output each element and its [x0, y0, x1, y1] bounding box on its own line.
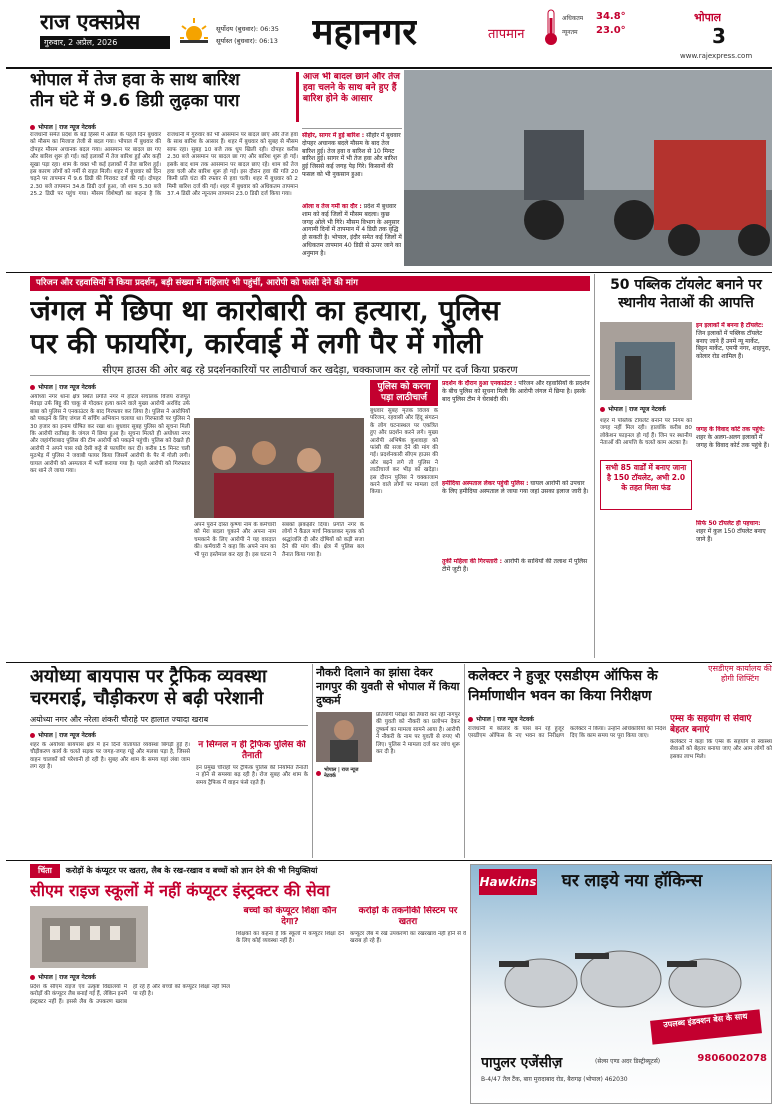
max-temp: 34.8°	[596, 11, 626, 22]
story2-col2: अपने पुराने दोस्त कृष्णा नाम के कर्मचारी को मेरा बदला चुकाने और अपना नाम चमकाने के लिए आरोपी ने यह वारदात की। कर्मचारी ने कहा कि अपने नाम का भी पूरा इस्तेमाल कर रहा है। इस घटना ने सबको झकझोर दिया। प्रगति नगर के लोगों ने कैंडल मार्च निकालकर मृतक को श्रद्धांजलि दी और दोषियों को कड़ी सजा देने की मांग की। क्षेत्र में पुलिस बल तैनात किया गया है।	[194, 522, 364, 558]
masthead	[6, 4, 772, 66]
story6-body: राजधानी में कोलार के पास बन रहे हुजूर एसडीएम ऑफिस के नए भवन का निरीक्षण कलेक्टर ने किया। उन्होंने अधिकारियों को निर्देश दिए कि काम समय पर पूरा किया जाए।	[468, 726, 666, 740]
min-label: न्यूनतम	[562, 29, 578, 36]
sunrise: सूर्योदय (बुधवार): 06:35	[216, 25, 279, 33]
story5-photo	[316, 712, 372, 762]
story5-headline: नौकरी दिलाने का झांसा देकर नागपुर की युवती से भोपाल में किया दुष्कर्म	[316, 666, 460, 707]
story6-side: एसडीएम कार्यालय की होगी शिफ्टिंग	[708, 664, 772, 683]
issue-date: गुरुवार, 2 अप्रैल, 2026	[40, 36, 170, 49]
caption-text: बुधवार सुबह मृतक विजय के परिजन, रहवासी और हिंदू संगठन के लोग घटनास्थल पर एकत्रित हुए और प्रदर्शन करने लगे। मुख्य आरोपी अभिषेक कुशवाहा को फांसी की सजा देने की मांग की गई। प्रदर्शनकारी सीएम हाउस की ओर बढ़ने लगे तो पुलिस ने लाठीचार्ज कर भीड़ को खदेड़ा। इस दौरान पुलिस ने चक्काजाम करने वाले लोगों पर मामला दर्ज किया।	[370, 408, 438, 496]
story1-bullets: सीहोर, सागर में हुई बारिश : सीहोर में बुधवार दोपहर अचानक बदले मौसम के बाद तेज बारिश हुई। तेज हवा व बारिश से 10 मिनट बारिश हुई। सागर में भी तेज हवा और बारिश हुई जिससे कई जगह पेड़ गिरे। किसानों की फसल को भी नुकसान हुआ। ओला व तेज गर्मी का दौर : प्रदेश में बुधवार शाम को कई जिलों में मौसम बदला। कुछ जगह ओले भी गिरे। मौसम विभाग के अनुसार आगामी दिनों में तापमान में 4 डिग्री तक वृद्धि हो सकती है। भोपाल, इंदौर समेत कई जिलों में अधिकतम तापमान 40 डिग्री से ऊपर जाने का अनुमान है।	[302, 128, 402, 264]
story4-byline: भोपाल | राज न्यूज नेटवर्क	[30, 728, 150, 742]
story4-subhead: अयोध्या नगर और नरेला शंकरी चौराहे पर हालात ज्यादा खराब	[30, 714, 308, 726]
story2-col3: प्रदर्शन के दौरान हुआ एनकाउंटर : परिजन और रहवासियों के प्रदर्शन के बीच पुलिस को सूचना मिली कि आरोपी जंगल में छिपा है। इसके बाद पुलिस टीम ने घेराबंदी की। हमीदिया अस्पताल लेकर पहुंची पुलिस : घायल आरोपी को उपचार के लिए हमीदिया अस्पताल ले जाया गया जहां उसका इलाज जारी है। तुर्की महिला की गिरफ्तारी : आरोपी के साथियों की तलाश में पुलिस टीमें जुटी हैं।	[442, 380, 590, 573]
dealer-sub: (सेल्स एण्ड अदर डिस्ट्रीब्यूटर्स)	[595, 1058, 661, 1065]
story3-box: सभी 85 वार्डों में बनाए जाना है 150 टॉयलेट, अभी 2.0 के तहत मिला फंड	[600, 460, 692, 510]
story2-headline: जंगल में छिपा था कारोबारी का हत्यारा, पुलिस पर की फायरिंग, कार्रवाई में लगी पैर में गोली	[30, 294, 500, 360]
temp-label: तापमान	[488, 27, 525, 42]
story2-subhead: सीएम हाउस की ओर बढ़ रहे प्रदर्शनकारियों पर लाठीचार्ज कर खदेड़ा, चक्काजाम कर रहे लोगों पर दर्ज किया प्रकरण	[30, 362, 590, 376]
story7-sub1: बच्चों को कंप्यूटर शिक्षा कौन देगा? शिक्षकों का कहना है कि स्कूलों में कंप्यूटर शिक्षा देने के लिए कोई व्यवस्था नहीं है।	[236, 906, 344, 945]
story7-headline: सीएम राइज स्कूलों में नहीं कंप्यूटर इंस्ट्रक्टर की सेवा	[30, 881, 330, 900]
story4-body: शहर के अयोध्या बायपास क्षेत्र में इन दिनों यातायात व्यवस्था बिगड़ी हुई है। चौड़ीकरण कार्य के चलते सड़क पर जगह-जगह गड्ढे और मलबा पड़ा है, जिससे वाहन चालकों को परेशानी हो रही है। सुबह और शाम के समय यहां लंबा जाम लग रहा है।	[30, 742, 190, 771]
story3-byline: भोपाल | राज न्यूज नेटवर्क	[600, 402, 692, 416]
story2-body: अयोध्या नगर थाना क्षेत्र स्थित प्रगति नगर में होटल संचालक विजय राजपूत मेवाड़ा उर्फ बिट्टू की चाकू से गोदकर हत्या करने वाले मुख्य आरोपी अरविंद उर्फ बाबा को पुलिस ने एनकाउंटर के बाद गिरफ्तार कर लिया है। पुलिस ने आरोपियों को पकड़ने के लिए जंगल में सर्चिंग अभियान चलाया था। गिरफ्तारी पर पुलिस ने 30 हजार का इनाम घोषित कर रखा था। बुधवार सुबह पुलिस को सूचना मिली कि आरोपी रातीबड़ के जंगल में छिपा हुआ है। सूचना मिलते ही अयोध्या नगर और जहांगीराबाद पुलिस की टीम आरोपी को पकड़ने पहुंची। पुलिस को देखते ही आरोपी ने अपने पास रखे देसी कट्टे से फायरिंग कर दी। करीब 15 मिनट चली मुठभेड़ में पुलिस ने जवाबी फायर किया जिसमें आरोपी के पैर में गोली लगी। घायल आरोपी को अस्पताल में भर्ती कराया गया है। पहले आरोपी को गिरफ्तार कर थाने ले जाया गया।	[30, 394, 190, 475]
story5-byline: भोपाल | राज न्यूज नेटवर्क	[316, 764, 372, 782]
story1-photo	[404, 70, 772, 266]
paper-name: राज एक्सप्रेस	[40, 9, 141, 34]
dealer-phone[interactable]: 9806002078	[697, 1053, 767, 1064]
story3-body: शहर में पब्लिक टॉयलेट बनाने पर निगम को जगह नहीं मिल रही। हालांकि करीब 80 लोकेशन फाइनल हो गई हैं। जिन पर स्थानीय नेताओं की आपत्ति के चलते काम अटका है।	[600, 418, 692, 447]
story6-box: एम्स के सहयोग से सेवाएं बेहतर बनाएं कलेक्टर ने कहा कि एम्स के सहयोग से स्वास्थ्य सेवाओं को बेहतर बनाया जाए और आम लोगों को इसका लाभ मिले।	[670, 714, 772, 760]
dealer-address: B-4/47 तैल टैंक, बाग़ मुरादाबाद रोड, बैरागढ़ (भोपाल) 462030	[481, 1076, 628, 1083]
story7-byline: भोपाल | राज न्यूज नेटवर्क	[30, 970, 148, 984]
story1-body: राजधानी समेत प्रदेश के बड़े हिस्से में अप्रैल के पहले दिन बुधवार को मौसम का मिजाज तेजी से बदल गया। भोपाल में बुधवार की दोपहर मौसम अचानक बदल गया। आसमान पर बादल छा गए और बारिश शुरू हो गई। कई इलाकों में तेज बारिश हुई और कहीं सूखा पड़ा रहा। शाम के वक्त भी कई इलाकों में तेज बारिश हुई। इस कारण लोगों को गर्मी से राहत मिली। शहर में बुधवार को दिन चढ़ने पर तापमान में 9.6 डिग्री की गिरावट दर्ज की गई। दोपहर 2.30 बजे तापमान 34.8 डिग्री दर्ज हुआ, जो शाम 5.30 बजे 25.2 डिग्री पर पहुंच गया। मौसम विशेषज्ञों का कहना है कि राजधानी में गुरुवार को भी आसमान पर बादल छाए और तेज हवा के साथ बारिश के आसार हैं। शहर में बुधवार को सुबह से मौसम साफ रहा। सुबह 10 बजे तक धूप खिली रही। दोपहर करीब 2.30 बजे आसमान पर बादल छा गए और बारिश शुरू हो गई। इसके बाद शाम तक आसमान पर बादल छाए रहे। शाम को तेज हवा चली और बारिश शुरू हो गई। इस दौरान हवा की गति 20 किमी प्रति घंटा की रफ्तार से हवा चली। शहर में बुधवार को 2 मिमी बारिश दर्ज की गई। शहर में बुधवार को अधिकतम तापमान 37.4 डिग्री और न्यूनतम तापमान 23.0 डिग्री दर्ज किया गया।	[30, 132, 298, 198]
story3-photo	[600, 322, 692, 400]
story4-box: न सिग्नल न ही ट्रैफिक पुलिस की तैनाती इन प्रमुख चौराहों पर ट्रैफिक पुलिस की नियमित तैनाती न होने से समस्या बढ़ रही है। रोज सुबह और शाम के समय ट्रैफिक में वाहन फंसे रहते हैं।	[196, 740, 308, 786]
sunset: सूर्यास्त (बुधवार): 06:13	[216, 37, 278, 45]
story7-body: प्रदेश के सीएम राइज एवं उत्कृष्ट विद्यालयों में करोड़ों की कंप्यूटर लैब बनाई गई हैं, लेकिन इनमें इंस्ट्रक्टर नहीं हैं। इससे लैब के उपकरण खराब हो रहे हैं और बच्चों को कंप्यूटर शिक्षा नहीं मिल पा रही है।	[30, 984, 230, 1005]
story7-sub2: करोड़ों के तकनीकी सिस्टम पर खतरा कंप्यूटर लैब में रखे उपकरणों का रखरखाव नहीं होने से वे खराब हो रहे हैं।	[350, 906, 466, 945]
story2-photo-caption-box	[370, 380, 438, 656]
city: भोपाल	[694, 11, 722, 24]
photo-caption: पुलिस को करना पड़ा लाठीचार्ज	[370, 380, 438, 406]
story2-photo	[194, 418, 364, 518]
story1-byline: भोपाल | राज न्यूज नेटवर्क	[30, 120, 156, 134]
story7-photo	[30, 906, 148, 968]
story5-body: प्रतियोगी परीक्षा की तैयारी कर रही नागपुर की युवती को नौकरी का प्रलोभन देकर दुष्कर्म का मामला सामने आया है। आरोपी ने नौकरी के नाम पर युवती से रुपए भी लिए। पुलिस ने मामला दर्ज कर जांच शुरू कर दी है।	[376, 712, 460, 756]
page-number: 3	[712, 24, 726, 48]
hawkins-ad[interactable]	[470, 864, 772, 1104]
max-label: अधिकतम	[562, 15, 584, 22]
story3-headline: 50 पब्लिक टॉयलेट बनाने पर स्थानीय नेताओं की आपत्ति	[610, 277, 762, 311]
cookers-image	[491, 923, 753, 1019]
story2-byline: भोपाल | राज न्यूज नेटवर्क	[30, 380, 160, 394]
hawkins-logo: Hawkins	[479, 869, 537, 895]
story4-headline: अयोध्या बायपास पर ट्रैफिक व्यवस्था चरमराई, चौड़ीकरण से बढ़ी परेशानी	[30, 666, 267, 709]
story7-kicker-text: करोड़ों के कंप्यूटर पर खतरा, लैब के रख-रखाव व बच्चों को ज्ञान देने की भी नियुक्तियां	[65, 866, 318, 875]
ad-offer: उपलब्ध इंडक्शन बेस के साथ	[650, 1009, 762, 1044]
story7-kicker: चिंता	[30, 864, 60, 878]
min-temp: 23.0°	[596, 25, 626, 36]
story6-byline: भोपाल | राज न्यूज नेटवर्क	[468, 712, 588, 726]
sun-icon	[178, 14, 210, 46]
thermometer-icon	[544, 8, 558, 46]
section-title: महानगर	[312, 11, 417, 53]
story7-kicker-row	[30, 864, 466, 878]
story3-bullets: इन इलाकों में बनना है टॉयलेट: जिन इलाकों में पब्लिक टॉयलेट बनाए जाने हैं उनमें न्यू मार्केट, बिट्टन मार्केट, एमपी नगर, शाहपुरा, कोलार रोड शामिल हैं। जगह के विवाद कोर्ट तक पहुंचे: शहर के अलग-अलग इलाकों में जगह के विवाद कोर्ट तक पहुंचे हैं। सिर्फ 50 टॉयलेट ही पहचान: शहर में कुल 150 टॉयलेट बनाए जाने हैं।	[696, 322, 771, 543]
story2-kicker: परिजन और रहवासियों ने किया प्रदर्शन, बड़ी संख्या में महिलाएं भी पहुंचीं, आरोपी को फांसी देने की मांग	[30, 276, 590, 291]
story1-headline: भोपाल में तेज हवा के साथ बारिश तीन घंटे में 9.6 डिग्री लुढ़का पारा	[30, 70, 240, 111]
story6-headline: कलेक्टर ने हुजूर एसडीएम ऑफिस के निर्माणाधीन भवन का किया निरीक्षण	[468, 668, 658, 704]
ad-tagline: घर लाइये नया हॉकिन्स	[561, 871, 703, 891]
website: www.rajexpress.com	[680, 52, 753, 60]
dealer-name: पापुलर एजेंसीज़	[481, 1055, 563, 1071]
story1-quote: आज भी बादल छाने और तेज हवा चलने के साथ बने हुए हैं बारिश होने के आसार	[296, 72, 402, 122]
